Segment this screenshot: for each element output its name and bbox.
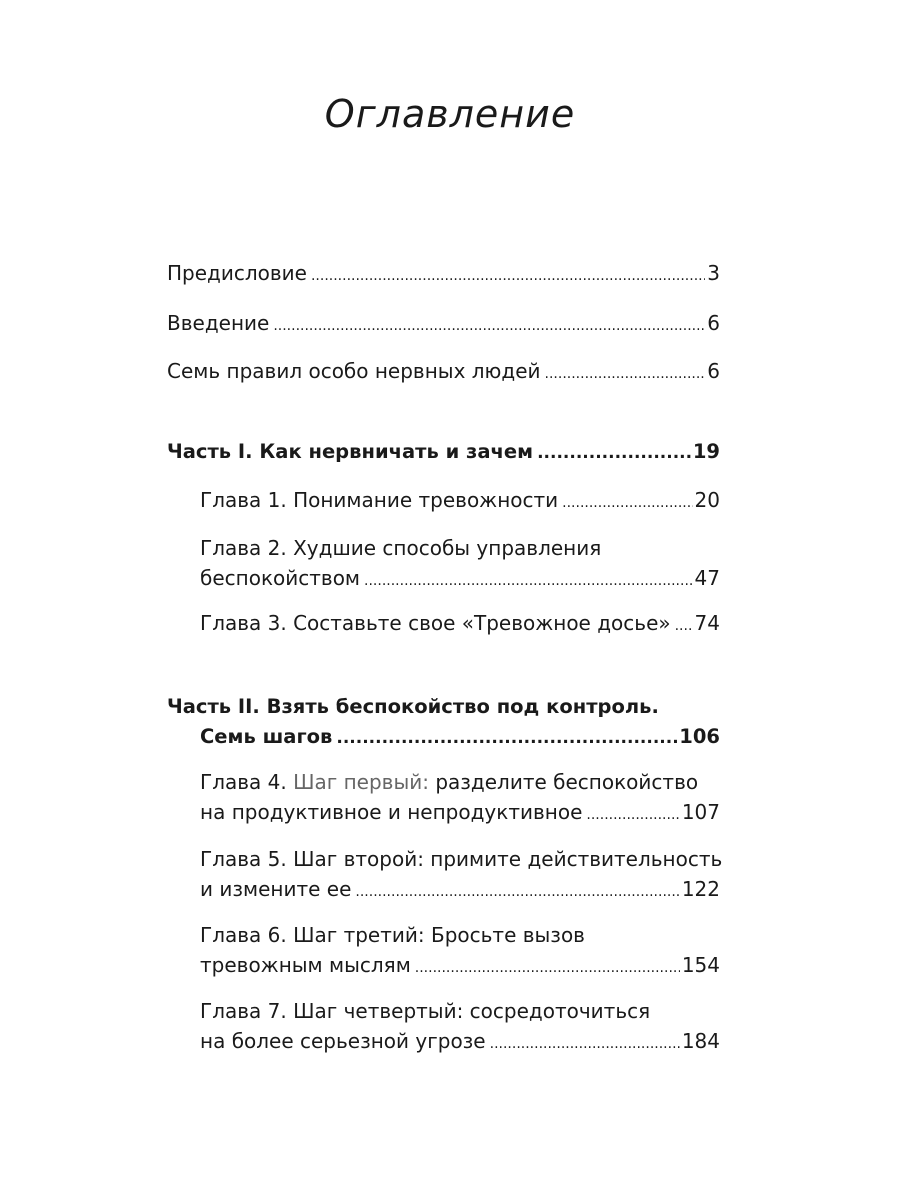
toc-page-number: 154	[681, 953, 720, 977]
toc-chapter-4[interactable]	[200, 767, 720, 830]
toc-page-number: 20	[694, 488, 720, 512]
dot-leader	[273, 311, 705, 341]
toc-part-label: Часть I. Как нервничать и зачем	[167, 440, 534, 463]
toc-page-number: 19	[692, 440, 720, 463]
toc-entry-label-cont: тревожным мыслям	[200, 953, 411, 977]
toc-entry-label: Глава 1. Понимание тревожности	[200, 488, 559, 512]
toc-chapter-5[interactable]	[200, 844, 723, 907]
toc-part-label-cont: Семь шагов	[200, 725, 333, 748]
toc-entry-introduction[interactable]	[167, 308, 720, 341]
toc-page-number: 106	[679, 725, 720, 748]
dot-leader	[311, 261, 705, 291]
toc-page-number: 122	[681, 877, 720, 901]
dot-leader	[336, 723, 677, 753]
toc-entry-label: Глава 6. Шаг третий: Бросьте вызов	[200, 923, 585, 947]
dot-leader	[490, 1029, 680, 1059]
dot-leader	[364, 566, 693, 596]
toc-entry-label	[200, 767, 698, 797]
toc-chapter-2[interactable]	[200, 533, 720, 596]
dot-leader	[545, 359, 706, 389]
toc-part-2[interactable]	[167, 692, 720, 753]
toc-entry-label-cont: на продуктивное и непродуктивное	[200, 800, 583, 824]
chapter-prefix: Глава 4.	[200, 770, 294, 794]
toc-entry-label: Предисловие	[167, 261, 307, 285]
toc-chapter-7[interactable]	[200, 996, 720, 1059]
dot-leader	[586, 800, 679, 830]
toc-entry-label: Глава 2. Худшие способы управления	[200, 536, 602, 560]
chapter-title-rest: разделите беспокойство	[428, 770, 699, 794]
toc-part-1[interactable]	[167, 437, 720, 468]
toc-entry-preface[interactable]	[167, 258, 720, 291]
toc-page-number: 184	[681, 1029, 720, 1053]
toc-entry-label: Введение	[167, 311, 270, 335]
toc-entry-seven-rules[interactable]	[167, 356, 720, 389]
toc-part-label: Часть II. Взять беспокойство под контроль.	[167, 695, 659, 718]
toc-chapter-1[interactable]	[200, 485, 720, 518]
toc-page-number: 107	[681, 800, 720, 824]
page-title: Оглавление	[324, 92, 576, 136]
toc-entry-label-cont: на более серьезной угрозе	[200, 1029, 486, 1053]
dot-leader	[562, 488, 692, 518]
toc-entry-label: Семь правил особо нервных людей	[167, 359, 541, 383]
dot-leader	[537, 438, 691, 468]
toc-chapter-3[interactable]	[200, 608, 720, 641]
toc-page-number: 6	[707, 359, 720, 383]
dot-leader	[355, 877, 679, 907]
toc-entry-label: Глава 7. Шаг четвертый: сосредоточиться	[200, 999, 651, 1023]
toc-entry-label: Глава 3. Составьте свое «Тревожное досье»	[200, 611, 671, 635]
toc-entry-label-cont: и измените ее	[200, 877, 352, 901]
toc-entry-label-cont: беспокойством	[200, 566, 361, 590]
dot-leader	[675, 611, 693, 641]
toc-page-number: 6	[707, 311, 720, 335]
toc-page-number: 74	[694, 611, 720, 635]
toc-page-number: 3	[707, 261, 720, 285]
toc-page-number: 47	[694, 566, 720, 590]
step-highlight: Шаг первый:	[293, 770, 429, 794]
dot-leader	[415, 953, 680, 983]
toc-chapter-6[interactable]	[200, 920, 720, 983]
toc-entry-label: Глава 5. Шаг второй: примите действительность	[200, 847, 723, 871]
